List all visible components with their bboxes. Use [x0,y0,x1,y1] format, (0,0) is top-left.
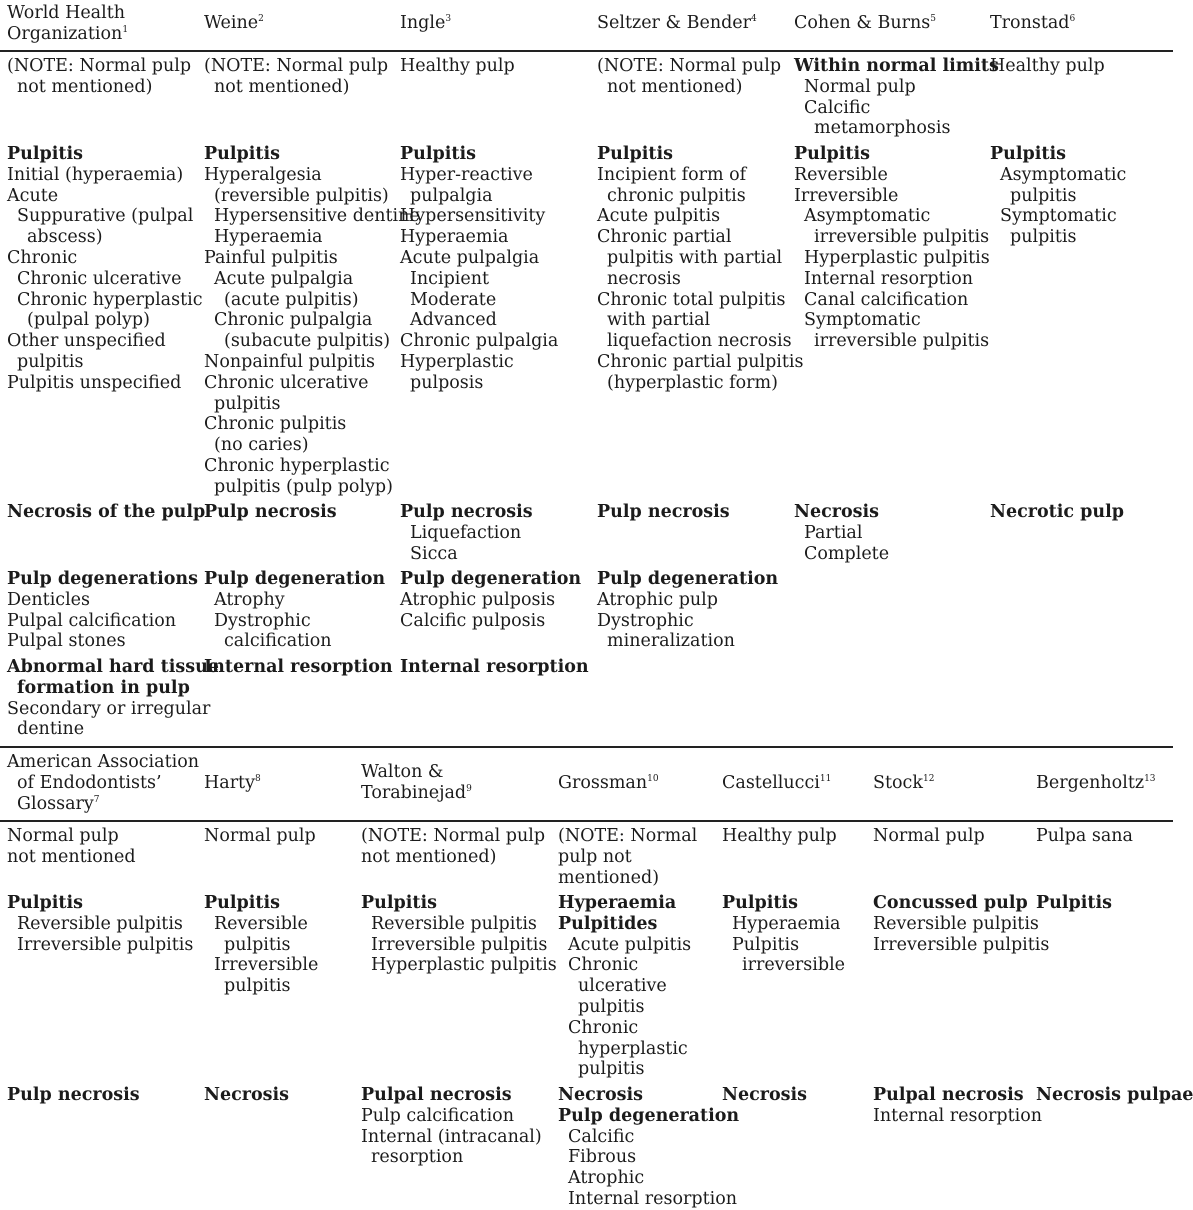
table-cell [597,144,804,394]
table-cell [794,502,889,564]
subcategory-line: (NOTE: Normal pulp [597,56,782,76]
subcategory-line: Symptomatic [804,310,921,331]
table-cell [204,502,337,523]
column-header-text: Tronstad [990,13,1070,33]
category-heading: Concussed pulp [873,893,1028,913]
table-cell [873,826,985,847]
column-header-line [7,794,199,815]
subcategory-line: Atrophy [214,589,285,610]
column-header-line [7,773,199,794]
table-cell [400,569,581,631]
subcategory-line: (NOTE: Normal pulp [7,56,192,76]
subcategory-line: Internal resorption [873,1105,1043,1126]
reference-number: 5 [930,14,937,25]
category-heading: Pulp degeneration [400,569,582,589]
column-header-text: Glossary [17,793,94,814]
column-header-line [722,773,831,794]
category-heading: Hyperaemia [558,893,677,913]
column-header-line [7,3,128,24]
subcategory-line: Dystrophic [597,610,694,631]
table-cell [597,569,778,652]
column-header-line [1036,773,1156,794]
table-cell [1036,893,1112,914]
category-heading: Pulpitides [558,913,658,934]
subcategory-line: hyperplastic [578,1038,688,1059]
subcategory-line: Reversible pulpitis [371,913,537,934]
subcategory-line: Hyperaemia [400,227,509,248]
subcategory-line: Internal (intracanal) [361,1126,542,1147]
column-header [204,13,264,34]
subcategory-line: necrosis [607,268,681,289]
subcategory-line: Irreversible [794,185,899,206]
reference-number: 1 [122,24,129,35]
subcategory-line: mentioned) [558,867,660,888]
table-cell [7,502,205,523]
subcategory-line: (NOTE: Normal pulp [361,826,546,846]
table-cell [1036,1085,1193,1106]
column-header-line [558,773,659,794]
subcategory-line: Reversible [214,913,308,934]
subcategory-line: Chronic pulpalgia [400,331,559,352]
subcategory-line: ulcerative [578,976,667,997]
subcategory-line: pulpitis [1010,185,1077,206]
column-header-line [794,13,936,34]
column-header-text: Walton & [361,762,444,782]
subcategory-line: Irreversible pulpitis [17,934,194,955]
column-header-line [7,752,199,773]
subcategory-line: dentine [17,719,85,740]
subcategory-line: (NOTE: Normal [558,826,698,846]
subcategory-line: Reversible [794,164,888,185]
subcategory-line: Internal resorption [568,1188,738,1209]
table-cell [558,893,691,1080]
column-header [558,773,659,794]
category-heading: Abnormal hard tissue [7,657,219,677]
category-heading: Pulpitis [361,893,437,913]
table-cell [361,893,557,976]
table-cell [400,502,533,564]
table-cell [204,1085,289,1106]
column-header-line [361,762,472,783]
reference-number: 3 [445,14,452,25]
table-cell [722,1085,807,1106]
table2-header-rule [0,820,1173,822]
column-header-text: Torabinejad [361,782,467,803]
column-header-text: Weine [204,13,259,33]
column-header-text: Harty [204,773,255,793]
subcategory-line: Acute pulpalgia [214,268,354,289]
subcategory-line: (NOTE: Normal pulp [204,56,389,76]
subcategory-line: Normal pulp [873,826,985,846]
column-header-text: American Association [7,752,200,772]
table-cell [990,144,1126,248]
subcategory-line: Liquefaction [410,522,522,543]
subcategory-line: Calcific [804,97,871,118]
category-heading: Pulpitis [7,144,83,164]
column-header [990,13,1075,34]
subcategory-line: Advanced [410,310,497,331]
table-cell [7,657,219,740]
subcategory-line: Healthy pulp [722,826,837,846]
subcategory-line: Symptomatic [1000,206,1117,227]
table-cell [558,826,697,888]
category-heading: Pulpitis [1036,893,1112,913]
table-cell [204,826,316,847]
subcategory-line: Pulpal calcification [7,610,177,631]
subcategory-line: Hyperaemia [214,227,323,248]
subcategory-line: (hyperplastic form) [607,372,778,393]
subcategory-line: Internal resorption [804,268,974,289]
table-cell [204,144,420,498]
subcategory-line: Incipient [410,268,490,289]
category-heading: Pulpitis [204,893,280,913]
subcategory-line: Chronic hyperplastic [204,455,390,476]
table-cell [204,569,385,652]
category-heading: Internal resorption [400,657,589,677]
column-header [204,773,261,794]
subcategory-line: Fibrous [568,1147,637,1168]
category-heading: Pulpitis [722,893,798,913]
subcategory-line: Hyperplastic pulpitis [804,247,990,268]
subcategory-line: Normal pulp [204,826,316,846]
subcategory-line: Sicca [410,543,458,564]
column-header [361,762,472,804]
subcategory-line: Normal pulp [804,76,916,97]
subcategory-line: pulpitis [1010,227,1077,248]
table-cell [722,893,845,976]
column-header [794,13,936,34]
subcategory-line: Irreversible pulpitis [371,934,548,955]
subcategory-line: pulpitis (pulp polyp) [214,476,393,497]
category-heading: Pulpitis [597,144,673,164]
table-cell [204,657,393,678]
subcategory-line: Irreversible pulpitis [873,934,1050,955]
subcategory-line: Asymptomatic [804,206,931,227]
subcategory-line: Acute pulpalgia [400,247,540,268]
column-header [7,3,128,45]
subcategory-line: Healthy pulp [990,56,1105,76]
column-header-text: Ingle [400,13,446,33]
subcategory-line: pulpitis [214,393,281,414]
column-header-text: Seltzer & Bender [597,13,752,33]
category-heading: Necrosis [722,1085,808,1105]
column-header-text: Bergenholtz [1036,773,1145,793]
table-cell [204,56,388,98]
subcategory-line: (subacute pulpitis) [224,331,391,352]
subcategory-line: pulpalgia [410,185,493,206]
subcategory-line: Pulpa sana [1036,826,1133,846]
subcategory-line: Asymptomatic [1000,164,1127,185]
subcategory-line: Acute [7,185,59,206]
category-heading: Pulpal necrosis [361,1085,512,1105]
subcategory-line: chronic pulpitis [607,185,746,206]
subcategory-line: metamorphosis [814,118,951,139]
subcategory-line: Reversible pulpitis [873,913,1039,934]
subcategory-line: irreversible pulpitis [814,331,990,352]
table-cell [7,144,203,394]
subcategory-line: pulpitis with partial [607,247,783,268]
table-cell [361,826,545,868]
table-cell [597,56,781,98]
table-cell [794,144,990,352]
column-header-text: Cohen & Burns [794,13,931,33]
subcategory-line: Chronic [568,1017,639,1038]
subcategory-line: (reversible pulpitis) [214,185,389,206]
category-heading: Pulp necrosis [597,502,730,522]
reference-number: 13 [1144,774,1156,785]
subcategory-line: Chronic [568,955,639,976]
category-heading: Pulp necrosis [204,502,337,522]
table-cell [7,826,136,868]
category-heading: Necrosis of the pulp [7,502,206,522]
subcategory-line: with partial [607,310,711,331]
subcategory-line: not mentioned) [17,76,153,97]
column-header [597,13,757,34]
subcategory-line: Initial (hyperaemia) [7,164,184,185]
column-header-line [597,13,757,34]
subcategory-line: Reversible pulpitis [17,913,183,934]
subcategory-line: Atrophic [568,1168,645,1189]
subcategory-line: calcification [224,631,332,652]
subcategory-line: (pulpal polyp) [27,310,150,331]
category-heading: Internal resorption [204,657,393,677]
category-heading: Necrosis [794,502,880,522]
category-heading: Necrosis [558,1085,644,1105]
reference-number: 4 [751,14,757,25]
table-cell [7,569,198,652]
column-header-line [204,773,261,794]
table-cell [873,1085,1042,1127]
subcategory-line: Pulpitis [732,934,800,955]
subcategory-line: abscess) [27,227,103,248]
category-heading: Pulp necrosis [400,502,533,522]
category-heading: Pulp degenerations [7,569,198,589]
subcategory-line: Hypersensitive dentine [214,206,420,227]
subcategory-line: Calcific [568,1126,635,1147]
subcategory-line: liquefaction necrosis [607,331,792,352]
category-heading: Pulp degeneration [558,1105,740,1126]
column-header-text: of Endodontists’ [17,772,162,793]
column-header [1036,773,1156,794]
table1-header-rule [0,50,1173,52]
table-cell [400,657,589,678]
table-divider-rule [0,746,1173,748]
category-heading: Necrotic pulp [990,502,1125,522]
category-heading: Pulpitis [7,893,83,913]
column-header-text: Grossman [558,773,648,793]
category-heading: Pulp degeneration [204,569,386,589]
column-header-text: Castellucci [722,773,820,793]
subcategory-line: Moderate [410,289,497,310]
reference-number: 8 [254,774,261,785]
subcategory-line: Chronic pulpitis [204,414,347,435]
subcategory-line: pulp not [558,846,632,867]
subcategory-line: Hyperplastic pulpitis [371,955,557,976]
subcategory-line: Painful pulpitis [204,247,338,268]
subcategory-line: Partial [804,522,863,543]
subcategory-line: Healthy pulp [400,56,515,76]
category-heading: Pulpitis [204,144,280,164]
subcategory-line: pulpitis [17,351,84,372]
subcategory-line: pulpitis [224,934,291,955]
subcategory-line: Nonpainful pulpitis [204,351,376,372]
subcategory-line: Dystrophic [214,610,311,631]
subcategory-line: Irreversible [214,955,319,976]
subcategory-line: irreversible pulpitis [814,227,990,248]
subcategory-line: Complete [804,543,890,564]
subcategory-line: (acute pulpitis) [224,289,359,310]
column-header-line [990,13,1075,34]
table-cell [400,56,515,77]
table-cell [400,144,558,394]
table-cell [990,502,1124,523]
reference-number: 6 [1069,14,1076,25]
category-heading: Necrosis [204,1085,290,1105]
column-header [400,13,451,34]
category-heading: Pulpal necrosis [873,1085,1024,1105]
category-heading: Necrosis pulpae [1036,1085,1193,1105]
subcategory-line: Chronic total pulpitis [597,289,786,310]
subcategory-line: Chronic partial pulpitis [597,351,804,372]
subcategory-line: Hyper-reactive [400,164,533,185]
subcategory-line: Chronic pulpalgia [214,310,373,331]
table-cell [7,56,191,98]
subcategory-line: Hypersensitivity [400,206,546,227]
subcategory-line: Hyperaemia [732,913,841,934]
column-header-line [7,24,128,45]
table-cell [1036,826,1133,847]
reference-number: 2 [258,14,264,25]
subcategory-line: Chronic hyperplastic [17,289,203,310]
category-heading: Pulp necrosis [7,1085,140,1105]
subcategory-line: not mentioned) [361,846,497,867]
subcategory-line: pulpitis [224,976,291,997]
column-header [722,773,831,794]
reference-number: 9 [466,783,472,794]
table-cell [990,56,1105,77]
table-cell [597,502,730,523]
category-heading: Pulpitis [400,144,476,164]
subcategory-line: not mentioned) [214,76,350,97]
subcategory-line: Secondary or irregular [7,698,211,719]
subcategory-line: (no caries) [214,435,309,456]
subcategory-line: Hyperplastic [400,351,514,372]
subcategory-line: not mentioned) [607,76,743,97]
table-cell [7,893,193,955]
subcategory-line: Pulp calcification [361,1105,514,1126]
subcategory-line: pulpitis [578,1059,645,1080]
category-heading: Pulpitis [990,144,1066,164]
column-header-text: Organization [7,23,123,44]
category-heading: formation in pulp [17,677,190,698]
subcategory-line: mineralization [607,631,735,652]
subcategory-line: Chronic ulcerative [204,372,369,393]
subcategory-line: Normal pulp [7,826,119,846]
subcategory-line: Incipient form of [597,164,747,185]
subcategory-line: Acute pulpitis [597,206,721,227]
subcategory-line: Acute pulpitis [568,934,692,955]
reference-number: 10 [647,774,659,785]
table-cell [794,56,999,139]
subcategory-line: Pulpal stones [7,631,126,652]
subcategory-line: Chronic ulcerative [17,268,182,289]
subcategory-line: Atrophic pulposis [400,589,556,610]
reference-number: 12 [922,774,935,785]
table-cell [204,893,318,997]
subcategory-line: Denticles [7,589,91,610]
subcategory-line: not mentioned [7,846,136,867]
category-heading: Pulpitis [794,144,870,164]
table-cell [7,1085,140,1106]
subcategory-line: Pulpitis unspecified [7,372,182,393]
subcategory-line: pulposis [410,372,484,393]
column-header-text: World Health [7,3,126,23]
subcategory-line: resorption [371,1147,464,1168]
subcategory-line: Other unspecified [7,331,166,352]
subcategory-line: Calcific pulposis [400,610,546,631]
subcategory-line: irreversible [742,955,846,976]
subcategory-line: Canal calcification [804,289,969,310]
table-cell [558,1085,739,1210]
table-cell [873,893,1049,955]
subcategory-line: Atrophic pulp [597,589,718,610]
column-header-line [873,773,934,794]
subcategory-line: Suppurative (pulpal [17,206,194,227]
reference-number: 7 [93,794,100,805]
subcategory-line: Chronic [7,247,78,268]
reference-number: 11 [819,774,832,785]
subcategory-line: pulpitis [578,996,645,1017]
category-heading: Within normal limits [794,56,999,76]
column-header [7,752,199,814]
subcategory-line: Chronic partial [597,227,732,248]
category-heading: Pulp degeneration [597,569,779,589]
table-cell [722,826,837,847]
column-header-line [400,13,451,34]
column-header [873,773,934,794]
column-header-line [361,783,472,804]
subcategory-line: Hyperalgesia [204,164,322,185]
column-header-text: Stock [873,773,923,793]
table-cell [361,1085,542,1168]
column-header-line [204,13,264,34]
